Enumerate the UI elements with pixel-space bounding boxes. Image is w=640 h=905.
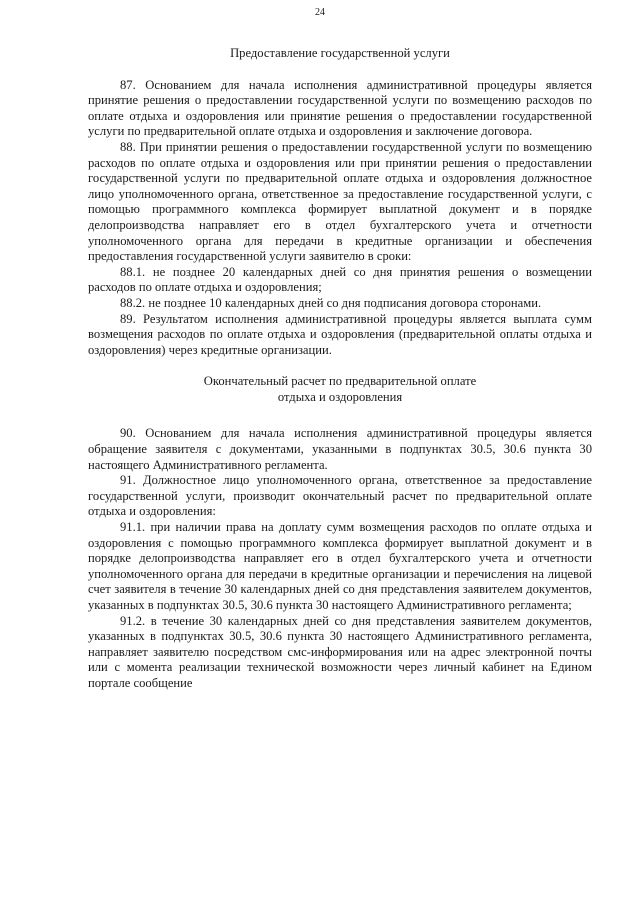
section-heading-line-2: отдыха и оздоровления	[277, 389, 403, 404]
section-heading-provision: Предоставление государственной услуги	[230, 46, 450, 60]
paragraph-88-2: 88.2. не позднее 10 календарных дней со дня подписания договора сторонами.	[120, 295, 542, 310]
paragraph-88-1: 88.1. не позднее 20 календарных дней со дня принятия решения о возмещении расходов по оплате отдыха и оздоровления;	[88, 264, 592, 295]
paragraph-90: 90. Основанием для начала исполнения административной процедуры является обращение заявителя с документами, указанными в подпунктах 30.5, 30.6 пункта 30 настоящего Административного регламента.	[88, 426, 592, 472]
section-heading-final-settlement	[88, 374, 592, 405]
paragraph-87: 87. Основанием для начала исполнения административной процедуры является принятие решения о предоставлении государственной услуги по возмещению расходов по оплате отдыха и оздоровления или принятие решения о предоставлении государственной услуги по предварительной оплате отдыха и оздоровления и заключение договора.	[88, 77, 592, 139]
section-heading-line-1: Окончательный расчет по предварительной оплате	[203, 374, 477, 389]
page-number: 24	[315, 7, 325, 18]
paragraph-91: 91. Должностное лицо уполномоченного органа, ответственное за предоставление государственной услуги, производит окончательный расчет по предварительной оплате отдыха и оздоровления:	[88, 473, 592, 519]
paragraph-91-1: 91.1. при наличии права на доплату сумм возмещения расходов по оплате отдыха и оздоровления с помощью программного комплекса формирует выплатной документ и в порядке делопроизводства направляет его в отдел бухгалтерского учета и отчетности уполномоченного органа для передачи в кредитные организации и перечисления на лицевой счет заявителя в течение 30 календарных дней со дня представления заявителем документов, указанных в подпунктах 30.5, 30.6 пункта 30 настоящего Административного регламента;	[88, 520, 592, 612]
paragraph-88: 88. При принятии решения о предоставлении государственной услуги по возмещению расходов по оплате отдыха и оздоровления или при принятии решения о предоставлении государственной услуги по предварительной оплате отдыха и оздоровления должностное лицо уполномоченного органа, ответственное за предоставление государственной услуги, с помощью программного комплекса формирует выплатной документ и в порядке делопроизводства направляет его в отдел бухгалтерского учета и отчетности уполномоченного органа для передачи в кредитные организации и обеспечения предоставления государственной услуги заявителю в сроки:	[88, 139, 592, 264]
paragraph-91-2: 91.2. в течение 30 календарных дней со дня представления заявителем документов, указанных в подпунктах 30.5, 30.6 пункта 30 настоящего Административного регламента, направляет заявителю посредством смс-информирования или на адрес электронной почты или с момента реализации технической возможности через личный кабинет на Едином портале сообщение	[88, 613, 592, 690]
paragraph-89: 89. Результатом исполнения административной процедуры является выплата сумм возмещения расходов по оплате отдыха и оздоровления (предварительной оплаты отдыха и оздоровления) через кредитные организации.	[88, 311, 592, 357]
document-body	[88, 46, 592, 692]
